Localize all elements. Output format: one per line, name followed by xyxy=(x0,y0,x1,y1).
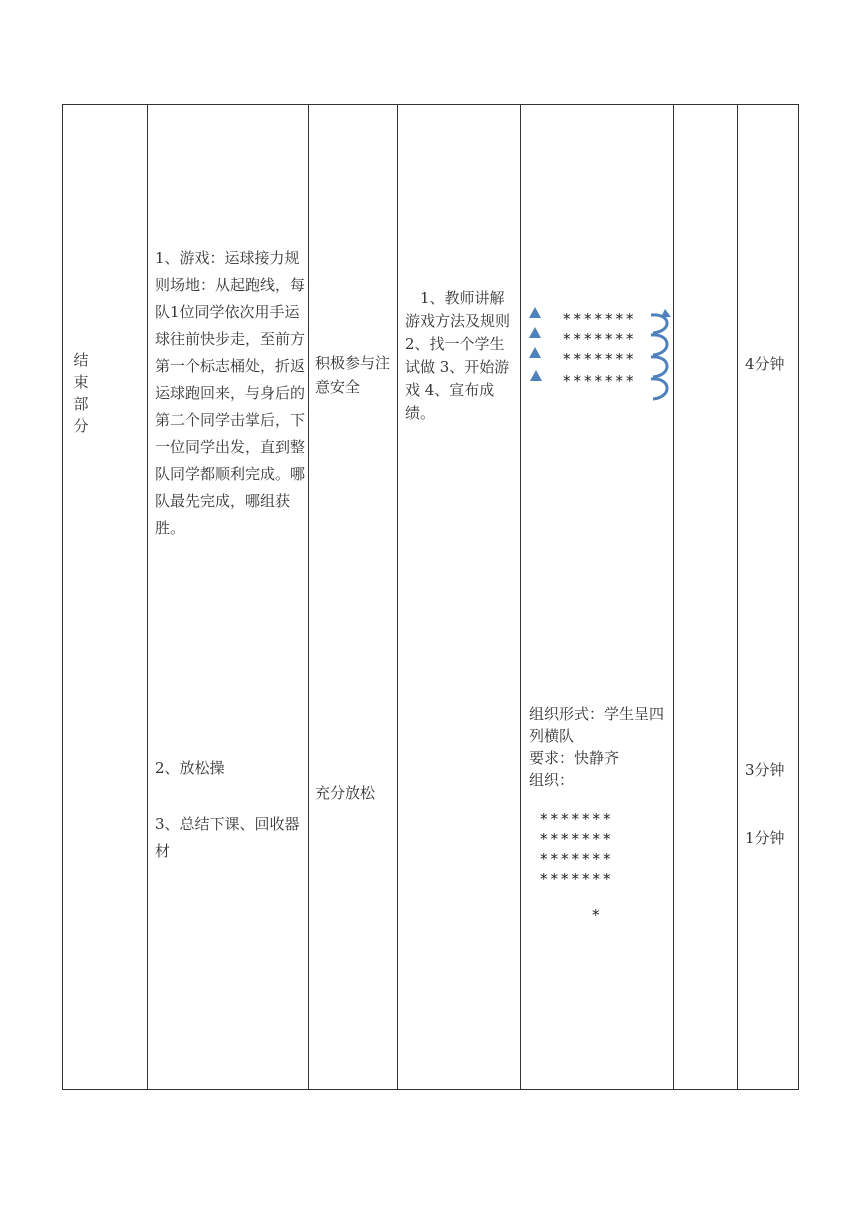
formation-row: ******* xyxy=(540,850,614,868)
relax-duration: 3分钟 xyxy=(745,761,785,779)
relay-row: ******* xyxy=(563,330,637,348)
column-divider xyxy=(397,105,398,1089)
formation-row: ******* xyxy=(540,870,614,888)
section-label-char: 分 xyxy=(73,417,89,435)
triangle-marker-icon xyxy=(529,307,541,318)
formation-row: ******* xyxy=(540,830,614,848)
relay-row: ******* xyxy=(563,372,637,390)
section-label xyxy=(71,349,91,437)
summary-duration: 1分钟 xyxy=(745,829,785,847)
game-content: 1、游戏：运球接力规则场地：从起跑线，每队1位同学依次用手运球往前快步走，至前方第一个标志桶处，折返运球跑回来，与身后的第二个同学击掌后，下一位同学出发，直到整队同学都顺利完成。哪队最先完成，哪组获胜。 xyxy=(155,249,306,537)
triangle-marker-icon xyxy=(529,327,541,338)
relay-row: ******* xyxy=(563,350,637,368)
lesson-plan-table xyxy=(62,104,799,1090)
organization-form-label: 组织形式：学生呈四列横队 xyxy=(529,705,665,745)
organization-requirement-label: 要求：快静齐 xyxy=(529,749,620,767)
curved-arrow-icon xyxy=(645,309,673,399)
column-divider xyxy=(673,105,674,1089)
relax-content: 2、放松操 xyxy=(155,759,225,777)
column-divider xyxy=(737,105,738,1089)
formation-row: ******* xyxy=(540,810,614,828)
column-divider xyxy=(520,105,521,1089)
teacher-method: 1、教师讲解游戏方法及规则 2、找一个学生试做 3、开始游戏 4、宣布成绩。 xyxy=(405,289,511,422)
section-label-char: 束 xyxy=(73,373,89,391)
triangle-marker-icon xyxy=(529,347,541,358)
relax-student-requirement: 充分放松 xyxy=(315,784,376,802)
summary-content: 3、总结下课、回收器材 xyxy=(155,815,300,860)
teacher-position-mark: * xyxy=(592,906,603,924)
section-label-char: 结 xyxy=(73,351,89,369)
triangle-marker-icon xyxy=(530,370,542,381)
game-student-requirement: 积极参与注意安全 xyxy=(315,354,391,396)
relay-row: ******* xyxy=(563,310,637,328)
organization-label: 组织： xyxy=(529,771,575,789)
column-divider xyxy=(308,105,309,1089)
game-duration: 4分钟 xyxy=(745,355,785,373)
section-label-char: 部 xyxy=(73,395,89,413)
column-divider xyxy=(147,105,148,1089)
